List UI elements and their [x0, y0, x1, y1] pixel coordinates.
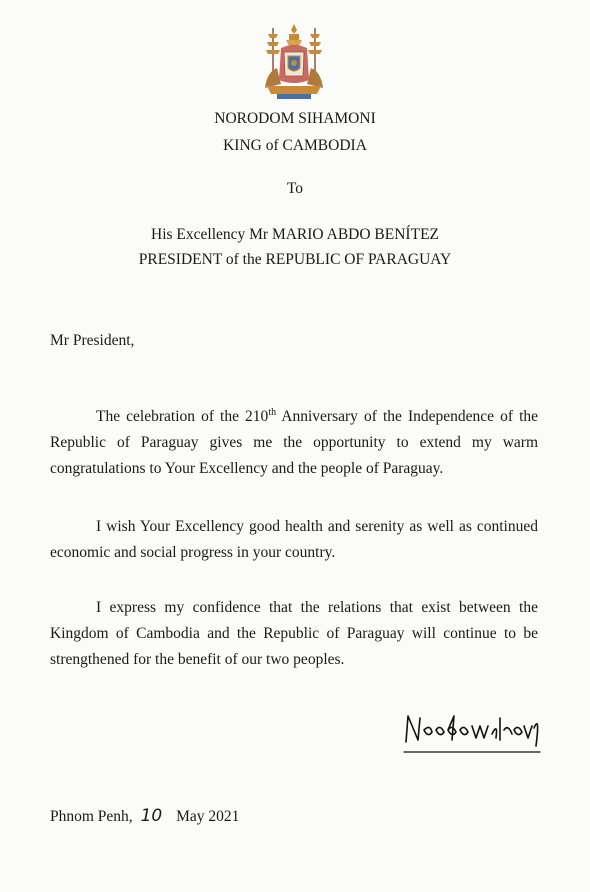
closing-place: Phnom Penh,	[50, 808, 133, 825]
recipient-name: His Excellency Mr MARIO ABDO BENÍTEZ	[151, 226, 439, 243]
closing-line	[50, 806, 239, 826]
paragraph-wishes: I wish Your Excellency good health and serenity as well as continued economic and social progress in your country.	[50, 518, 538, 561]
closing-day: 10	[140, 806, 163, 826]
paragraph-anniversary	[50, 404, 538, 482]
recipient-title: PRESIDENT of the REPUBLIC OF PARAGUAY	[138, 251, 452, 268]
sender-title: KING of CAMBODIA	[223, 137, 367, 154]
closing-month-year: May 2021	[176, 808, 240, 825]
paragraph-anniversary-rest: Anniversary of the Independence of the Republic of Paraguay gives me the opportunity to extend my warm congratulations to Your Excellency and the people of Paraguay.	[50, 408, 539, 477]
ordinal-suffix: th	[268, 406, 277, 418]
salutation: Mr President,	[50, 332, 135, 349]
sender-name: NORODOM SIHAMONI	[214, 110, 376, 127]
paragraph-anniversary-start: The celebration of the 210	[96, 408, 269, 425]
paragraph-relations: I express my confidence that the relations that exist between the Kingdom of Cambodia and the Republic of Paraguay will continue to be strengthened for the benefit of our two peoples.	[50, 599, 538, 668]
to-label: To	[286, 180, 304, 197]
royal-arms-of-cambodia-icon	[259, 22, 329, 102]
handwritten-signature-icon	[400, 708, 545, 758]
